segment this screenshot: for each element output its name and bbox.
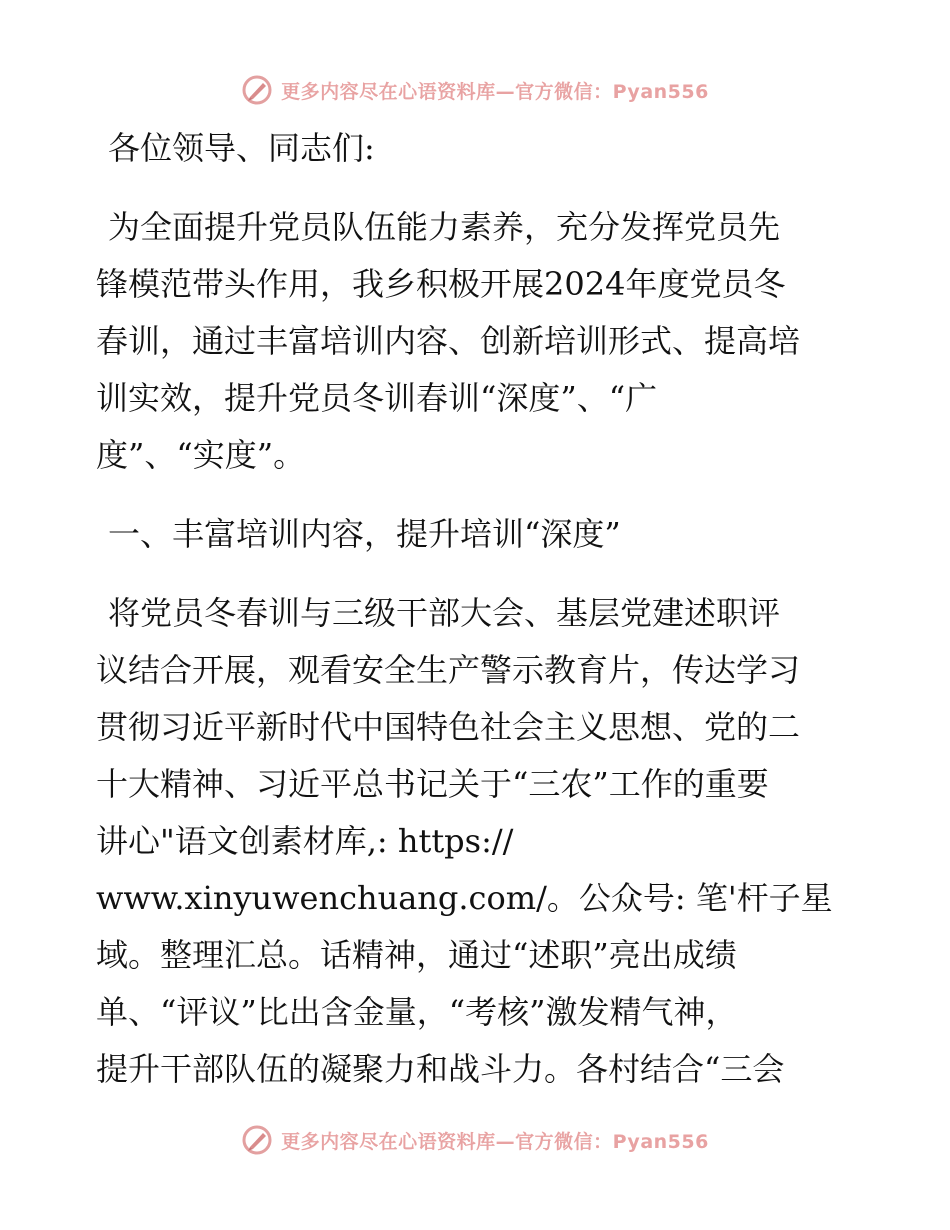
salutation: 各位领导、同志们: bbox=[108, 129, 375, 167]
para2-line: 贯彻习近平新时代中国特色社会主义思想、党的二 bbox=[96, 708, 801, 746]
watermark-text-top: 更多内容尽在心语资料库—官方微信：Pyan556 bbox=[281, 80, 709, 103]
para1-line: 锋模范带头作用，我乡积极开展2024年度党员冬 bbox=[96, 265, 786, 303]
watermark-banner-top bbox=[0, 70, 950, 110]
para2-line: 讲心"语文创素材库,: https:// bbox=[96, 822, 514, 860]
para2-line: 单、“评议”比出含金量，“考核”激发精气神， bbox=[96, 993, 738, 1031]
para1-line: 训实效，提升党员冬训春训“深度”、“广 bbox=[96, 379, 658, 417]
section-heading-1: 一、丰富培训内容，提升培训“深度” bbox=[108, 515, 621, 553]
watermark-banner-bottom bbox=[0, 1120, 950, 1160]
para1-line: 度”、“实度”。 bbox=[96, 436, 306, 474]
pen-seal-logo-icon bbox=[241, 74, 273, 106]
pen-seal-logo-icon bbox=[241, 1124, 273, 1156]
para2-line: 议结合开展，观看安全生产警示教育片，传达学习 bbox=[96, 651, 801, 689]
para2-line: 提升干部队伍的凝聚力和战斗力。各村结合“三会 bbox=[96, 1050, 785, 1088]
para2-line: 域。整理汇总。话精神，通过“述职”亮出成绩 bbox=[96, 936, 737, 974]
para1-line: 春训，通过丰富培训内容、创新培训形式、提高培 bbox=[96, 322, 801, 360]
document-body bbox=[96, 120, 856, 1098]
para2-line: 十大精神、习近平总书记关于“三农”工作的重要 bbox=[96, 765, 769, 803]
watermark-text-bottom: 更多内容尽在心语资料库—官方微信：Pyan556 bbox=[281, 1130, 709, 1153]
para1-line: 为全面提升党员队伍能力素养，充分发挥党员先 bbox=[108, 208, 781, 246]
para2-line: www.xinyuwenchuang.com/。公众号: 笔'杆子星 bbox=[96, 879, 833, 917]
para2-line: 将党员冬春训与三级干部大会、基层党建述职评 bbox=[108, 594, 781, 632]
